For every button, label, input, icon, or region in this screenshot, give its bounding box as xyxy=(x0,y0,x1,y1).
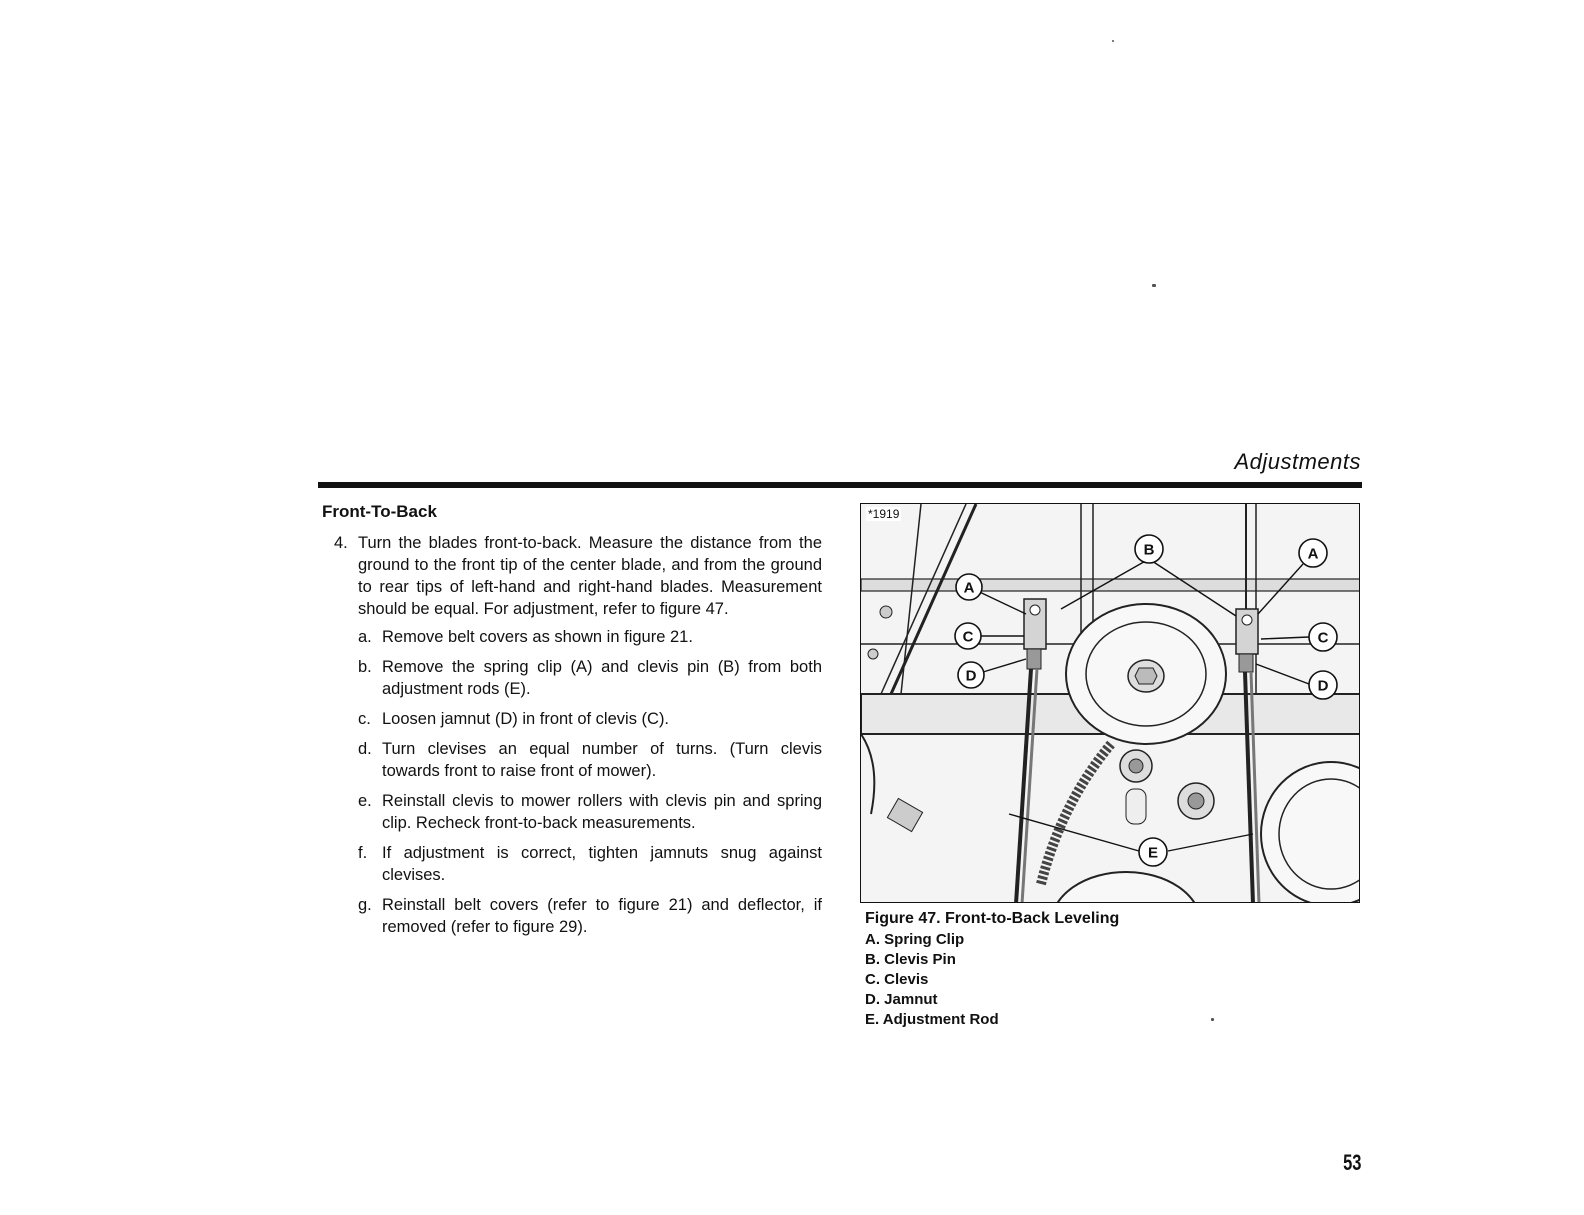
substep-text: If adjustment is correct, tighten jamnuts snug against clevises. xyxy=(382,844,822,884)
substep-b xyxy=(358,656,822,700)
callout-a-left-label: A xyxy=(963,579,975,597)
section-title: Adjustments xyxy=(1234,449,1361,474)
scan-speck xyxy=(1112,40,1114,42)
substep-a xyxy=(358,626,822,648)
callout-d-left-label: D xyxy=(965,667,977,685)
page-number: 53 xyxy=(1342,1150,1361,1175)
step-4 xyxy=(334,532,822,620)
step-number: 4. xyxy=(334,534,348,552)
substep-list xyxy=(358,626,822,938)
legend-item: B. Clevis Pin xyxy=(865,951,956,968)
substep-d xyxy=(358,738,822,782)
callout-e-label: E xyxy=(1147,844,1159,862)
figure-title: Figure 47. Front-to-Back Leveling xyxy=(865,910,1120,927)
substep-text: Reinstall belt covers (refer to figure 21) and deflector, if removed (refer to figure 29). xyxy=(382,896,822,936)
callout-b-label: B xyxy=(1143,541,1155,559)
substep-letter: g. xyxy=(358,896,372,914)
scan-speck xyxy=(1152,284,1156,287)
legend-item: D. Jamnut xyxy=(865,991,938,1008)
substep-text: Remove the spring clip (A) and clevis pin (B) from both adjustment rods (E). xyxy=(382,658,822,698)
instructions-column xyxy=(322,502,822,946)
header-rule xyxy=(318,482,1362,488)
substep-c xyxy=(358,708,822,730)
substep-text: Turn clevises an equal number of turns. (Turn clevis towards front to raise front of mower). xyxy=(382,740,822,780)
legend-item: A. Spring Clip xyxy=(865,931,965,948)
substep-f xyxy=(358,842,822,886)
figure-47-photo xyxy=(860,503,1360,903)
legend-item: E. Adjustment Rod xyxy=(865,1011,999,1028)
substep-letter: f. xyxy=(358,844,368,862)
callout-a-right-label: A xyxy=(1307,545,1319,563)
substep-letter: b. xyxy=(358,658,372,676)
substep-g xyxy=(358,894,822,938)
subheading: Front-To-Back xyxy=(322,502,437,521)
figure-caption xyxy=(865,908,1285,1030)
figure-code: *1919 xyxy=(868,507,900,521)
substep-text: Remove belt covers as shown in figure 21. xyxy=(382,628,693,646)
substep-letter: d. xyxy=(358,740,372,758)
callout-c-left-label: C xyxy=(962,628,974,646)
mower-deck-illustration xyxy=(861,504,1360,903)
substep-letter: c. xyxy=(358,710,371,728)
substep-letter: e. xyxy=(358,792,372,810)
legend-item: C. Clevis xyxy=(865,971,929,988)
substep-e xyxy=(358,790,822,834)
substep-text: Reinstall clevis to mower rollers with clevis pin and spring clip. Recheck front-to-back measurements. xyxy=(382,792,822,832)
callout-c-right-label: C xyxy=(1317,629,1329,647)
substep-text: Loosen jamnut (D) in front of clevis (C). xyxy=(382,710,670,728)
substep-letter: a. xyxy=(358,628,372,646)
step-text: Turn the blades front-to-back. Measure the distance from the ground to the front tip of the center blade, and from the ground to rear tips of left-hand and right-hand blades. Measurement should be equal. For adjustment, refer to figure 47. xyxy=(358,534,822,618)
callout-d-right-label: D xyxy=(1317,677,1329,695)
